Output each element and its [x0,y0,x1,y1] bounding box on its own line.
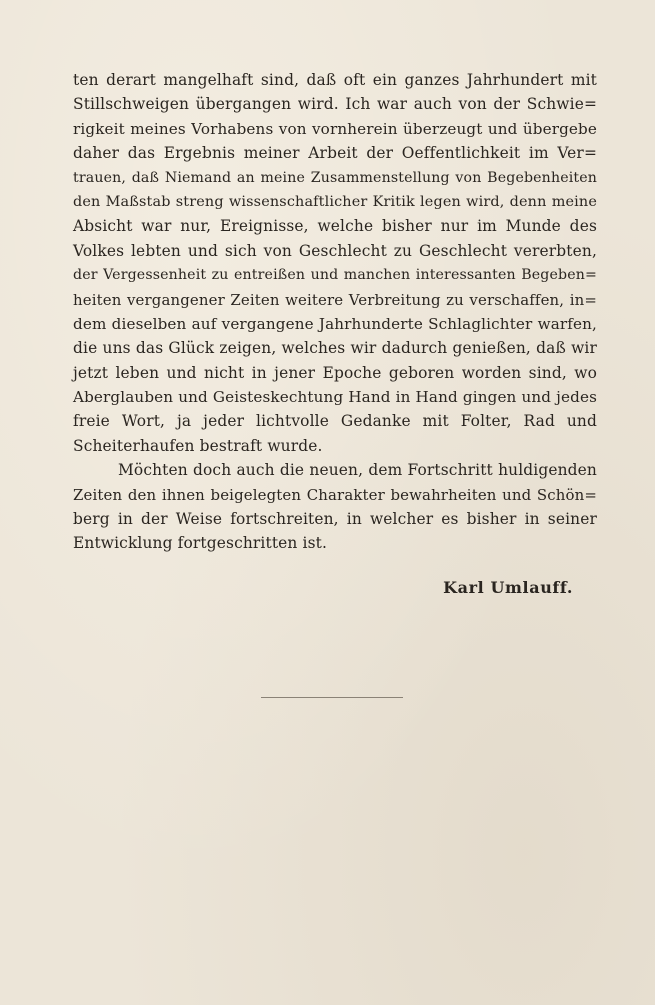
text-line: Zeiten den ihnen beigelegten Charakter bewahrheiten und Schön= [73,485,597,504]
body-text [73,68,597,556]
text-line: den Maßstab streng wissenschaftlicher Kritik legen wird, denn meine [73,193,597,210]
text-line: Stillschweigen übergangen wird. Ich war auch von der Schwie= [73,95,597,114]
text-line: Entwicklung fortgeschritten ist. [73,534,328,553]
text-line: Möchten doch auch die neuen, dem Fortschritt huldigenden [118,461,597,480]
paragraph-2 [73,458,597,556]
author-signature: Karl Umlauff. [443,578,573,597]
section-divider [261,697,403,698]
text-line: Aberglauben und Geisteskechtung Hand in Hand gingen und jedes [73,388,597,407]
text-line: ten derart mangelhaft sind, daß oft ein ganzes Jahrhundert mit [73,71,597,89]
text-line: Volkes lebten und sich von Geschlecht zu Geschlecht vererbten, [73,241,597,260]
text-line: trauen, daß Niemand an meine Zusammenstellung von Begebenheiten [73,169,597,186]
text-line: der Vergessenheit zu entreißen und manchen interessanten Begeben= [73,267,597,284]
text-line: jetzt leben und nicht in jener Epoche geboren worden sind, wo [73,363,597,382]
text-line: berg in der Weise fortschreiten, in welcher es bisher in seiner [73,510,597,529]
text-line: freie Wort, ja jeder lichtvolle Gedanke mit Folter, Rad und [73,412,597,431]
text-line: daher das Ergebnis meiner Arbeit der Oeffentlichkeit im Ver= [73,144,597,163]
text-line: dem dieselben auf vergangene Jahrhunderte Schlaglichter warfen, [73,314,597,333]
text-line: Absicht war nur, Ereignisse, welche bisher nur im Munde des [73,217,597,236]
text-line: rigkeit meines Vorhabens von vornherein überzeugt und übergebe [73,119,597,138]
text-line: die uns das Glück zeigen, welches wir dadurch genießen, daß wir [73,339,597,358]
paragraph-1 [73,68,597,458]
text-line: heiten vergangener Zeiten weitere Verbreitung zu verschaffen, in= [73,290,597,309]
text-line: Scheiterhaufen bestraft wurde. [73,436,323,455]
